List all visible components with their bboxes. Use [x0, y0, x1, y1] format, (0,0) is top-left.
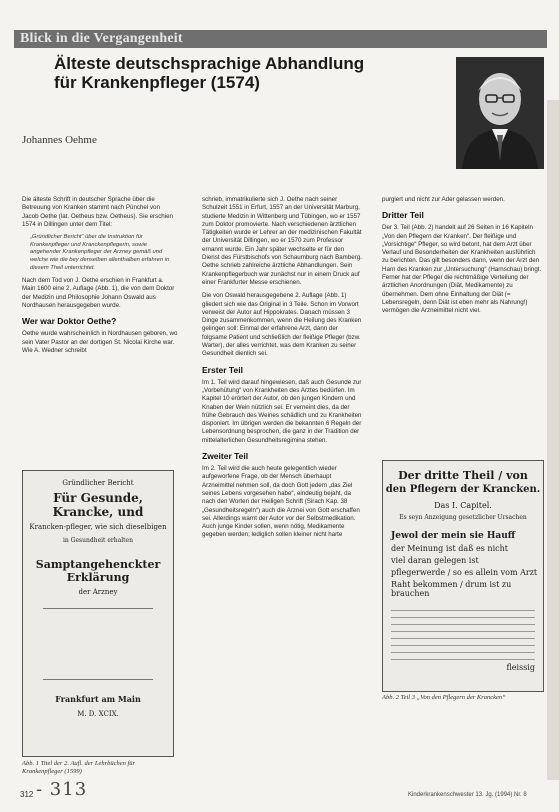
author-portrait	[456, 57, 544, 169]
page-number: 312	[20, 790, 34, 799]
fig1-line: M. D. XCIX.	[77, 710, 119, 718]
paragraph: Nach dem Tod von J. Oethe erschien in Frankfurt a. Main 1600 eine 2. Auflage (Abb. 1), die von dem Doktor der Medizin und Philosophie Johann Oswald aus Nordhausen herausgegeben wurde.	[22, 277, 175, 310]
handwritten-page-note: - 313	[36, 779, 88, 800]
figure-1-caption: Abb. 1 Titel der 2. Aufl. der Lehrbüchen für Krankenpfleger (1599)	[22, 760, 136, 775]
figure-2-book-page	[382, 460, 544, 692]
fig1-line: Für Gesunde, Krancke, und	[52, 491, 144, 519]
fig2-line: fleissig	[506, 663, 535, 672]
column-2	[202, 196, 362, 545]
section-heading: Zweiter Teil	[202, 451, 249, 462]
section-banner	[14, 30, 547, 48]
column-3	[382, 196, 542, 321]
figure-2-caption: Abb. 2 Teil 3 „Von den Pflegern der Krancken“	[382, 694, 506, 701]
fig2-line: Es seyn Anzeigung gesetzlicher Ursachen	[399, 514, 527, 521]
fig2-line: pflegerwerde / so es allein vom Arzt	[391, 568, 538, 577]
section-heading: Wer war Doktor Oethe?	[22, 316, 117, 327]
fig1-line: Krancken-pfleger, wie sich dieselbigen	[29, 523, 167, 531]
fig1-line: der Arzney	[78, 588, 118, 596]
section-heading: Erster Teil	[202, 364, 243, 375]
fig2-line: Das I. Capitel.	[434, 501, 492, 510]
fig2-line: Raht bekommen / drum ist zu brauchen	[391, 580, 512, 598]
column-1	[22, 196, 178, 360]
fig2-line: Der dritte Theil / von	[398, 469, 528, 482]
paragraph: Im 2. Teil wird die auch heute gelegentlich wieder aufgeworfene Frage, ob der Mensch überhaupt Arzneimittel nehmen soll, da doch Gott jedem „das Ziel seines Lebens vorgesehen habe“, eindeutig bejaht, da nach den Worten der Heiligen Schrift (Sirach Kap. 38 „Gesundheitsregeln“) auch die Arznei von Gott erschaffen sei. Allerdings warnt der Autor vor der Selbstmedikation. Auch junge Kinder sollen, wenn nötig, Medikamente gegeben werden; lediglich sollen kleiner nicht harte	[202, 465, 360, 539]
fig1-line: Samptangehenckter Erklärung	[35, 558, 161, 584]
paragraph: Die von Oswald herausgegebene 2. Auflage (Abb. 1) gliedert sich wie das Original in 3 Teile. Schon im Vorwort verweist der Autor auf Hippokrates. Danach müssen 3 Dinge zusammenkommen, wenn die Heilung des Kranken gelingen soll: Einmal der erfahrene Arzt, dann der folgsame Patient und schließlich der fleißige Pfleger (bzw. Warter), der alles verrichtet, was dem Kranken zu seiner Gesundheit dienlich sei.	[202, 292, 362, 358]
paragraph: purgiert und nicht zur Ader gelassen werden.	[382, 196, 505, 203]
paragraph: Der 3. Teil (Abb. 2) handelt auf 26 Seiten in 16 Kapiteln „Von den Pflegern der Kranken“. Der fleißige und „Vorsichtige“ Pfleger, so wird betont, hat dem Arzt über Verlauf und Besonderheiten der Krankheiten ausführlich zu berichten. Das gilt besonders dann, wenn der Arzt den Harn des Kranken zur „Untersuchung“ (Harnschau) bringt. Ferner hat der Pfleger die rechtmäßige Verteilung der ärztlichen Anordnungen (Diät, Medikamente) zu übernehmen. Dem ohne Einhaltung der Diät (= Lebensregeln, denn Diät ist eben mehr als Nahrung!) vermögen die Arzneimittel nicht viel.	[382, 224, 542, 315]
fig2-line: der Meinung ist daß es nicht	[391, 544, 508, 553]
portrait-image	[456, 57, 544, 169]
fig2-line: viel daran gelegen ist	[391, 556, 479, 565]
fig1-line: Gründlicher Bericht	[62, 479, 134, 487]
paragraph: Oethe wurde wahrscheinlich in Nordhausen geboren, wo sein Vater Pastor an der dortigen St. Nicolai Kirche war. Wie A. Wedner schreibt	[22, 330, 178, 354]
fig1-text-block	[43, 608, 153, 680]
paragraph: schrieb, immatrikulierte sich J. Oethe nach seiner Schulzeit 1551 in Erfurt, 1557 an der Universität Marburg, studierte Medizin in Wittenberg und Tübingen, wo er 1557 zum Doktor promovierte. Nach verschiedenen ärztlichen Tätigkeiten wurde er Lehrer an der medizinischen Fakultät der Universität Dillingen, wo er 1570 zum Professor ernannt wurde. Ein Jahr später wechselte er für den Dienst des Fürstbischofs von Schaumburg nach Bamberg. Oethe schrieb zahlreiche ärztliche Abhandlungen. Sein Krankenpflegerbuch war zunächst nur in einem Druck auf einer Frankfurter Messe erschienen.	[202, 196, 362, 286]
section-title: Blick in die Vergangenheit	[20, 31, 183, 46]
fig2-line: den Pflegern der Krancken.	[385, 484, 541, 495]
fig1-line: in Gesundheit erhalten	[63, 537, 133, 544]
journal-reference: Kinderkrankenschwester 13. Jg. (1994) Nr. 8	[408, 792, 527, 798]
quoted-title: „Gründlicher Bericht“ über die Instruktion für Krankenpfleger und Kranckenpflegerin, sowie angehender Krankenpfleger der Arzney gemäß und welche wie die bey denselben allenthalben erfahren in diesem Theil unterrichtet.	[30, 234, 170, 271]
paragraph: Im 1. Teil wird darauf hingewiesen, daß auch Gesunde zur „Vorbehütung“ von Krankheiten des Arztes bedürfen. Im Kapitel 10 erörtert der Autor, ob den jungen Kindern und Knaben der Wein nützlich sei. Er verneint dies, da der frühe Gebrauch des Weines schädlich und zu Krankheiten disponiert. Im übrigen werden die bekannten 6 Regeln der Lebensordnung besprochen, die ganz in der Tradition der mittelalterlichen Gesundheitsregimina stehen.	[202, 378, 362, 444]
section-heading: Dritter Teil	[382, 210, 424, 221]
paragraph: Die älteste Schrift in deutscher Sprache über die Betreuung von Kranken stammt nach Pünchel von Jacob Oethe (lat. Oetheus bzw. Oetheus). Sie erschien 1574 in Dillingen unter dem Titel:	[22, 196, 173, 228]
figure-1-title-page	[22, 470, 174, 757]
fig2-text-block	[391, 604, 535, 660]
fig2-line: Jewol der mein sie Hauff	[391, 531, 516, 541]
fig1-line: Frankfurt am Main	[55, 694, 141, 704]
page-edge-strip	[547, 100, 559, 780]
article-title: Älteste deutschsprachige Abhandlung für Krankenpfleger (1574)	[54, 54, 365, 92]
article-author: Johannes Oehme	[22, 134, 97, 146]
